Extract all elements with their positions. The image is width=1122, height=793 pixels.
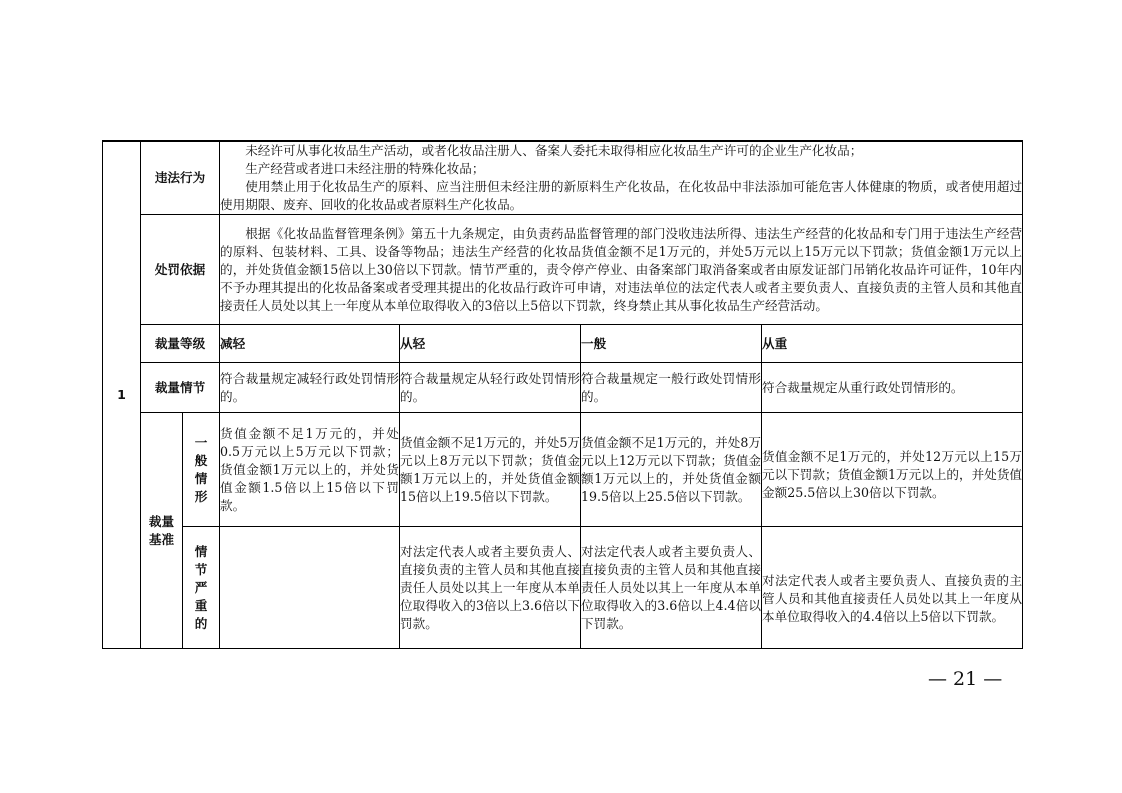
level-severe: 从重	[762, 325, 1023, 363]
general-criteria-row	[103, 413, 1023, 527]
serious-case-label: 情节严重的	[183, 527, 220, 649]
serious-criteria-row	[103, 527, 1023, 649]
penalty-discretion-table	[102, 140, 1023, 649]
basis-row	[103, 215, 1023, 325]
levels-row	[103, 325, 1023, 363]
circumstance-cell: 符合裁量规定从重行政处罚情形的。	[762, 363, 1023, 413]
circumstances-row	[103, 363, 1023, 413]
general-case-label: 一般情形	[183, 413, 220, 527]
criteria-cell: 货值金额不足1万元的，并处12万元以上15万元以下罚款；货值金额1万元以上的，并处货值金额25.5倍以上30倍以下罚款。	[762, 413, 1023, 527]
criteria-cell: 货值金额不足1万元的，并处8万元以上12万元以下罚款；货值金额1万元以上的，并处货值金额19.5倍以上25.5倍以下罚款。	[581, 413, 762, 527]
criteria-cell: 货值金额不足1万元的，并处0.5万元以上5万元以下罚款；货值金额1万元以上的，并处货值金额1.5倍以上15倍以下罚款。	[220, 413, 400, 527]
row-number: 1	[103, 141, 141, 649]
level-lenient: 从轻	[400, 325, 581, 363]
violation-line: 生产经营或者进口未经注册的特殊化妆品；	[245, 161, 485, 176]
basis-content	[220, 215, 1023, 325]
circumstance-cell: 符合裁量规定从轻行政处罚情形的。	[400, 363, 581, 413]
criteria-label: 裁量基准	[141, 413, 183, 649]
circumstance-cell: 符合裁量规定减轻行政处罚情形的。	[220, 363, 400, 413]
circumstance-cell: 符合裁量规定一般行政处罚情形的。	[581, 363, 762, 413]
levels-label: 裁量等级	[141, 325, 220, 363]
level-mitigated: 减轻	[220, 325, 400, 363]
violation-label: 违法行为	[141, 141, 220, 215]
criteria-cell: 货值金额不足1万元的，并处5万元以上8万元以下罚款；货值金额1万元以上的，并处货值金额15倍以上19.5倍以下罚款。	[400, 413, 581, 527]
level-general: 一般	[581, 325, 762, 363]
circumstances-label: 裁量情节	[141, 363, 220, 413]
criteria-cell: 对法定代表人或者主要负责人、直接负责的主管人员和其他直接责任人员处以其上一年度从本单位取得收入的3倍以上3.6倍以下罚款。	[400, 527, 581, 649]
violation-line: 未经许可从事化妆品生产活动，或者化妆品注册人、备案人委托未取得相应化妆品生产许可的企业生产化妆品；	[245, 143, 863, 158]
page-number: — 21 —	[928, 668, 1003, 690]
violation-content	[220, 141, 1023, 215]
basis-label: 处罚依据	[141, 215, 220, 325]
criteria-cell: 对法定代表人或者主要负责人、直接负责的主管人员和其他直接责任人员处以其上一年度从本单位取得收入的3.6倍以上4.4倍以下罚款。	[581, 527, 762, 649]
criteria-cell: 对法定代表人或者主要负责人、直接负责的主管人员和其他直接责任人员处以其上一年度从本单位取得收入的4.4倍以上5倍以下罚款。	[762, 527, 1023, 649]
basis-text: 根据《化妆品监督管理条例》第五十九条规定，由负责药品监督管理的部门没收违法所得、违法生产经营的化妆品和专门用于违法生产经营的原料、包装材料、工具、设备等物品；违法生产经营的化妆品货值金额不足1万元的，并处5万元以上15万元以下罚款；货值金额1万元以上的，并处货值金额15倍以上30倍以下罚款。情节严重的，责令停产停业、由备案部门取消备案或者由原发证部门吊销化妆品许可证件，10年内不予办理其提出的化妆品备案或者受理其提出的化妆品行政许可申请，对违法单位的法定代表人或者主要负责人、直接负责的主管人员和其他直接责任人员处以其上一年度从本单位取得收入的3倍以上5倍以下罚款，终身禁止其从事化妆品生产经营活动。	[220, 225, 1023, 313]
criteria-cell	[220, 527, 400, 649]
violation-row	[103, 141, 1023, 215]
violation-line: 使用禁止用于化妆品生产的原料、应当注册但未经注册的新原料生产化妆品，在化妆品中非法添加可能危害人体健康的物质，或者使用超过使用期限、废弃、回收的化妆品或者原料生产化妆品。	[220, 179, 1023, 212]
